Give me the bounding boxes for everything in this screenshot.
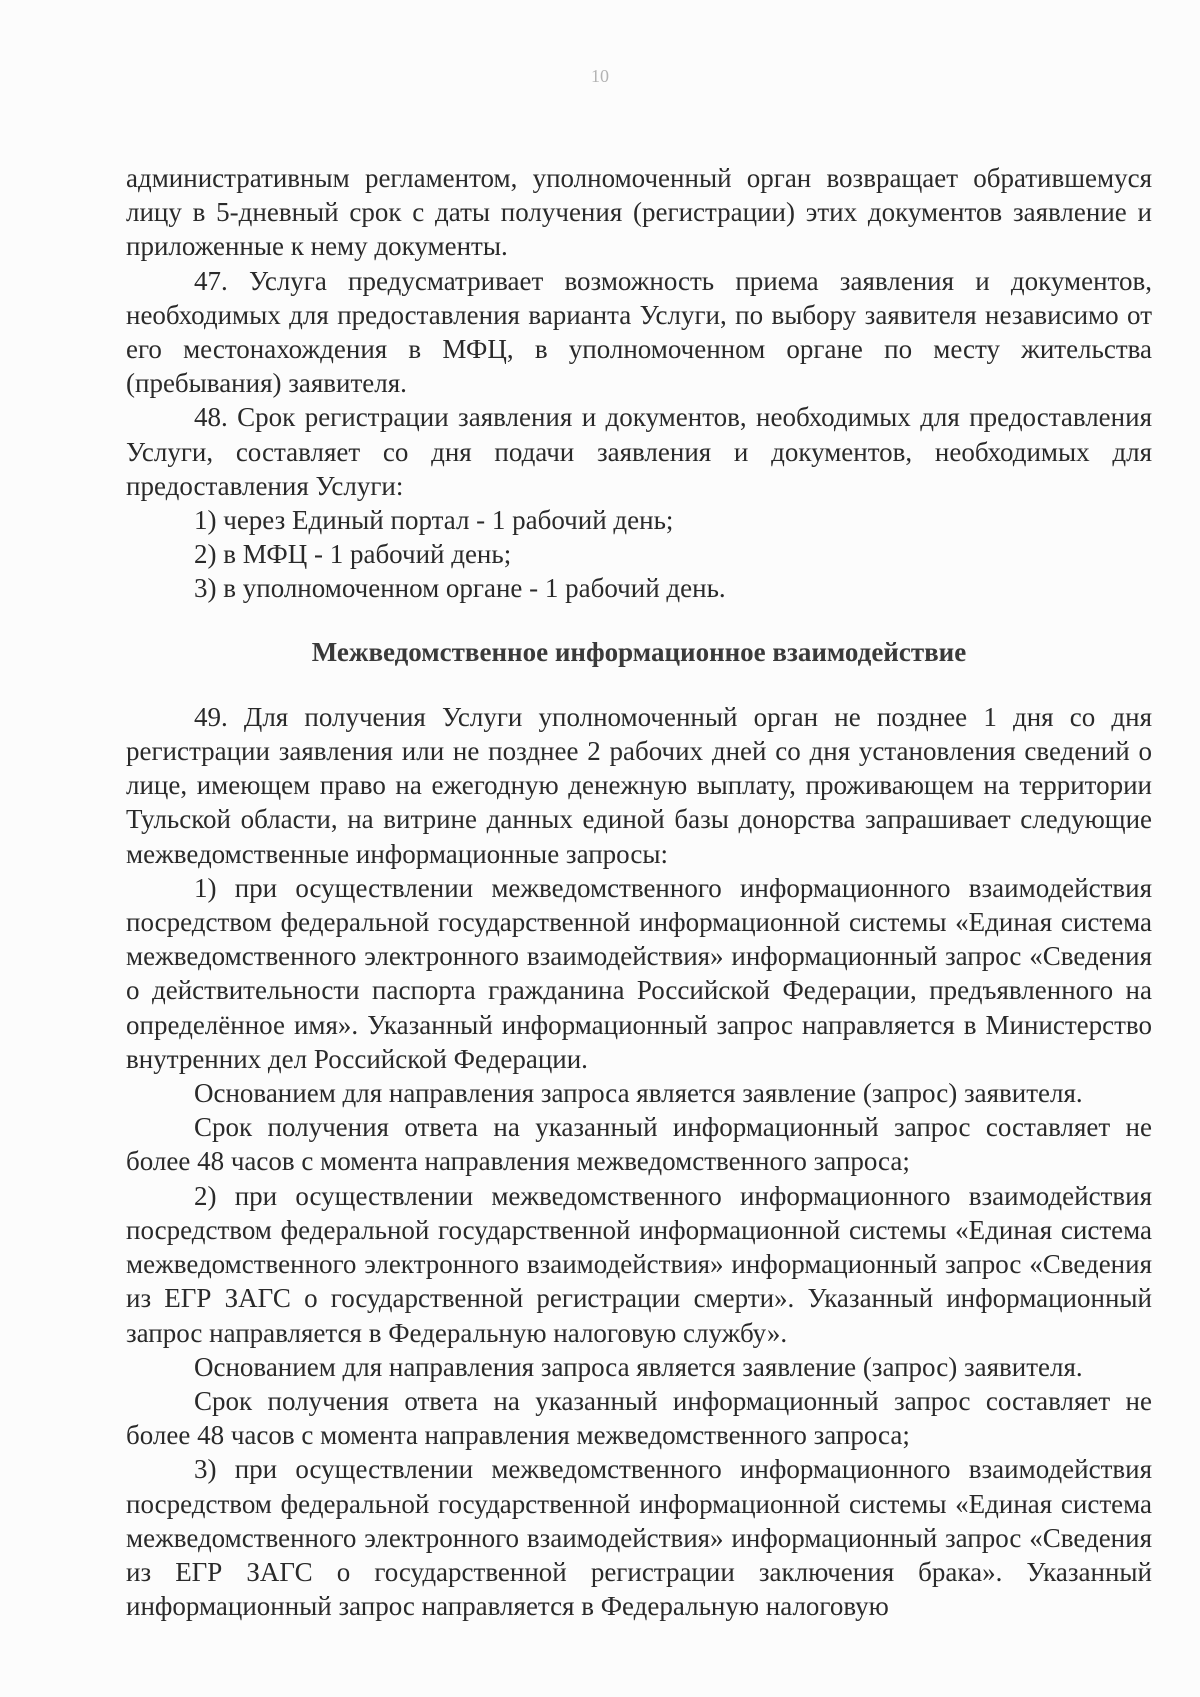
paragraph: Основанием для направления запроса является заявление (запрос) заявителя. — [194, 1078, 1083, 1109]
list-item: 1) при осуществлении межведомственного информационного взаимодействия посредством федеральной государственной информационной системы «Единая система межведомственного электронного взаимодействия» информационный запрос «Сведения о действительности паспорта гражданина Российской Федерации, предъявленного на определённое имя». Указанный информационный запрос направляется в Министерство внутренних дел Российской Федерации. — [126, 872, 1152, 1074]
list-item: 2) при осуществлении межведомственного информационного взаимодействия посредством федеральной государственной информационной системы «Единая система межведомственного электронного взаимодействия» информационный запрос «Сведения из ЕГР ЗАГС о государственной регистрации смерти». Указанный информационный запрос направляется в Федеральную налоговую службу». — [126, 1180, 1152, 1348]
paragraph: административным регламентом, уполномоченный орган возвращает обратившемуся лицу в 5-дневный срок с даты получения (регистрации) этих документов заявление и приложенные к нему документы. — [126, 163, 1152, 262]
list-item: 1) через Единый портал - 1 рабочий день; — [194, 505, 674, 536]
paragraph: Срок получения ответа на указанный информационный запрос составляет не более 48 часов с момента направления межведомственного запроса; — [126, 1112, 1152, 1177]
paragraph-47: 47. Услуга предусматривает возможность приема заявления и документов, необходимых для предоставления варианта Услуги, по выбору заявителя независимо от его местонахождения в МФЦ, в уполномоченном органе по месту жительства (пребывания) заявителя. — [126, 265, 1152, 399]
list-item: 2) в МФЦ - 1 рабочий день; — [194, 539, 512, 570]
paragraph-48: 48. Срок регистрации заявления и документов, необходимых для предоставления Услуги, составляет со дня подачи заявления и документов, необходимых для предоставления Услуги: — [126, 402, 1152, 501]
section-heading: Межведомственное информационное взаимодействие — [311, 636, 967, 667]
list-item: 3) при осуществлении межведомственного информационного взаимодействия посредством федеральной государственной информационной системы «Единая система межведомственного электронного взаимодействия» информационный запрос «Сведения из ЕГР ЗАГС о государственной регистрации заключения брака». Указанный информационный запрос направляется в Федеральную налоговую — [126, 1454, 1152, 1622]
paragraph: Срок получения ответа на указанный информационный запрос составляет не более 48 часов с момента направления межведомственного запроса; — [126, 1385, 1152, 1451]
paragraph: Основанием для направления запроса является заявление (запрос) заявителя. — [194, 1351, 1083, 1382]
list-item: 3) в уполномоченном органе - 1 рабочий день. — [194, 573, 726, 604]
paragraph-49: 49. Для получения Услуги уполномоченный орган не позднее 1 дня со дня регистрации заявления или не позднее 2 рабочих дней со дня установления сведений о лице, имеющем право на ежегодную денежную выплату, проживающем на территории Тульской области, на витрине данных единой базы донорства запрашивает следующие межведомственные информационные запросы: — [126, 701, 1152, 869]
page-number: 10 — [591, 66, 609, 86]
document-body — [126, 161, 1152, 1623]
